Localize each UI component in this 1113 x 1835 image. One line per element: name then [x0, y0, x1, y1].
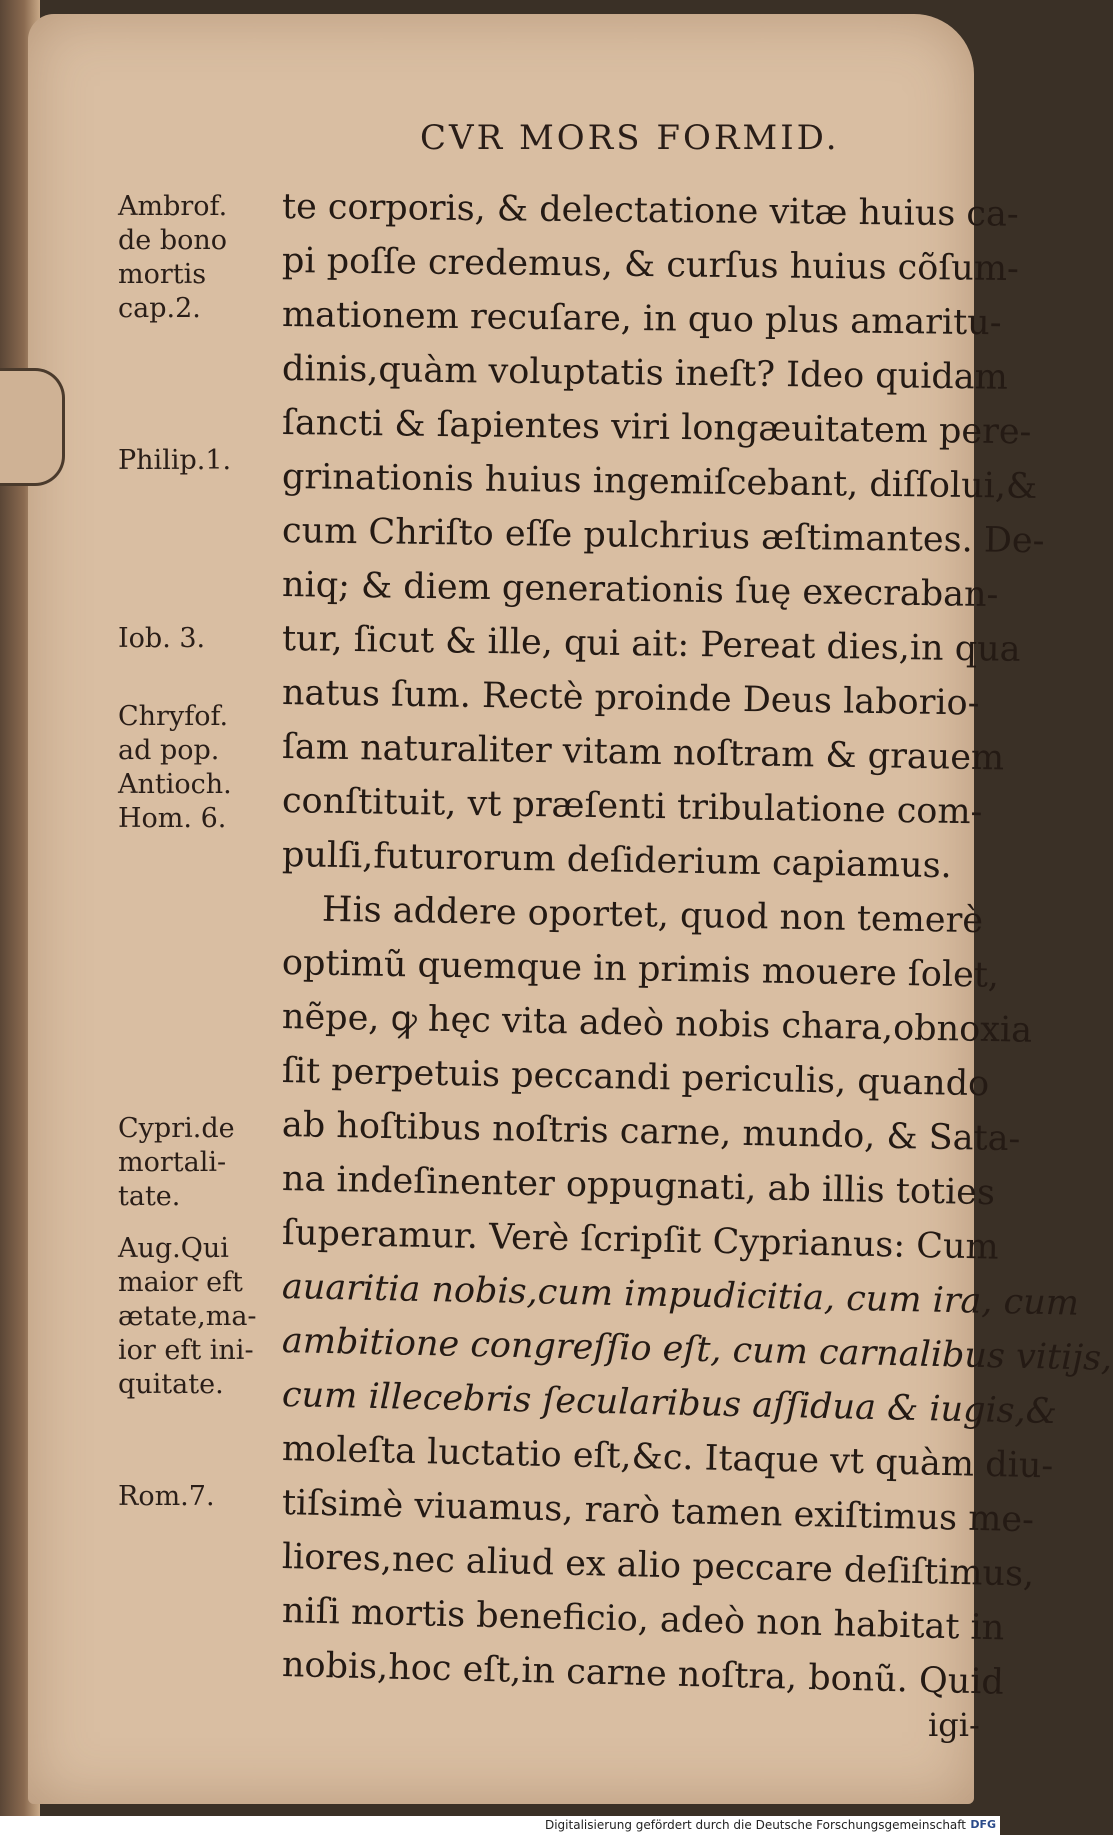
margin-note-line: Chryfof.: [118, 701, 229, 732]
body-line: auaritia nobis,cum impudicitia, cum ira, cum: [281, 1267, 1080, 1324]
margin-note-line: Ambrof.: [118, 191, 228, 222]
margin-note-line: cap.2.: [118, 293, 201, 324]
margin-note-line: ad pop.: [118, 735, 220, 766]
body-line: ambitione congreſſio eſt, cum carnalibus vitijs,: [281, 1321, 1113, 1379]
body-line: cum illecebris ſecularibus aſſidua & iugis,&: [281, 1375, 1058, 1433]
dfg-logo: DFG: [970, 1818, 996, 1831]
body-line: dinis,quàm voluptatis ineſt? Ideo quidam: [281, 349, 1009, 398]
margin-note: [118, 444, 278, 478]
margin-note-line: de bono: [118, 225, 228, 256]
catchword: igi-: [928, 1706, 980, 1744]
margin-note-line: Antioch.: [118, 769, 232, 800]
margin-note: [118, 190, 278, 326]
margin-note-line: Cypri.de: [118, 1113, 235, 1144]
margin-note: [118, 622, 278, 656]
margin-note-line: Iob. 3.: [118, 623, 206, 654]
margin-note-line: mortali-: [118, 1147, 227, 1178]
margin-note-line: ior eft ini-: [118, 1335, 254, 1366]
body-line: na indeſinenter oppugnati, ab illis toties: [281, 1159, 996, 1214]
credit-text: Digitalisierung gefördert durch die Deutsche Forschungsgemeinschaft: [544, 1818, 966, 1832]
margin-note-line: tate.: [118, 1181, 181, 1212]
margin-note: [118, 700, 278, 836]
margin-note-line: ætate,ma-: [118, 1301, 257, 1332]
body-line: optimũ quemque in primis mouere ſolet,: [281, 943, 1000, 996]
body-line: cum Chriſto eſſe pulchrius æſtimantes. De-: [281, 511, 1045, 562]
body-line: tiſsimè viuamus, rarò tamen exiſtimus me-: [281, 1483, 1035, 1541]
body-line: nẽpe, ꝙ hęc vita adeò nobis chara,obnoxia: [281, 997, 1033, 1051]
body-line: mationem recuſare, in quo plus amaritu-: [281, 295, 1002, 344]
margin-note-line: Hom. 6.: [118, 803, 227, 834]
margin-note-line: quitate.: [118, 1369, 224, 1400]
margin-note: [118, 1480, 278, 1514]
body-line: pulſi,futurorum deſiderium capiamus.: [281, 835, 953, 887]
body-line: liores,nec aliud ex alio peccare deſiſtimus,: [281, 1537, 1035, 1595]
body-line: pi poſſe credemus, & curſus huius cõſum-: [281, 241, 1020, 290]
body-line: conſtituit, vt præſenti tribulatione com-: [281, 781, 983, 833]
body-line: tur, ſicut & ille, qui ait: Pereat dies,in qua: [281, 619, 1021, 670]
body-line: natus ſum. Rectè proinde Deus laborio-: [281, 673, 980, 724]
page-clasp-tab: [0, 368, 65, 486]
margin-note-line: Philip.1.: [118, 445, 232, 476]
body-line: His addere oportet, quod non temerè: [321, 889, 984, 942]
body-line: te corporis, & delectatione vitæ huius ca-: [281, 187, 1019, 235]
body-line: ſam naturaliter vitam noſtram & grauem: [281, 727, 1005, 779]
digitization-credit-bar: [0, 1816, 1000, 1835]
running-header: CVR MORS FORMID.: [420, 118, 840, 158]
body-line: ſuperamur. Verè ſcripſit Cyprianus: Cum: [281, 1213, 1000, 1268]
body-line: nobis,hoc eſt,in carne noſtra, bonũ. Quid: [281, 1645, 1005, 1703]
body-line: grinationis huius ingemiſcebant, diſſolui,&: [281, 457, 1038, 507]
body-line: ſancti & ſapientes viri longæuitatem pere-: [281, 403, 1032, 453]
body-line: ſit perpetuis peccandi periculis, quando: [281, 1051, 990, 1105]
margin-note: [118, 1112, 278, 1214]
margin-note-line: mortis: [118, 259, 207, 290]
margin-note-line: Aug.Qui: [118, 1233, 229, 1264]
body-line: niſi mortis beneficio, adeò non habitat in: [281, 1591, 1005, 1649]
body-line: moleſta luctatio eſt,&c. Itaque vt quàm diu-: [281, 1429, 1054, 1487]
body-line: niq; & diem generationis ſuę execraban-: [281, 565, 999, 616]
body-text: [281, 180, 1113, 1703]
margin-note-line: maior eft: [118, 1267, 243, 1298]
body-line: ab hoſtibus noſtris carne, mundo, & Sata-: [281, 1105, 1021, 1160]
margin-note: [118, 1232, 278, 1402]
margin-note-line: Rom.7.: [118, 1481, 215, 1512]
